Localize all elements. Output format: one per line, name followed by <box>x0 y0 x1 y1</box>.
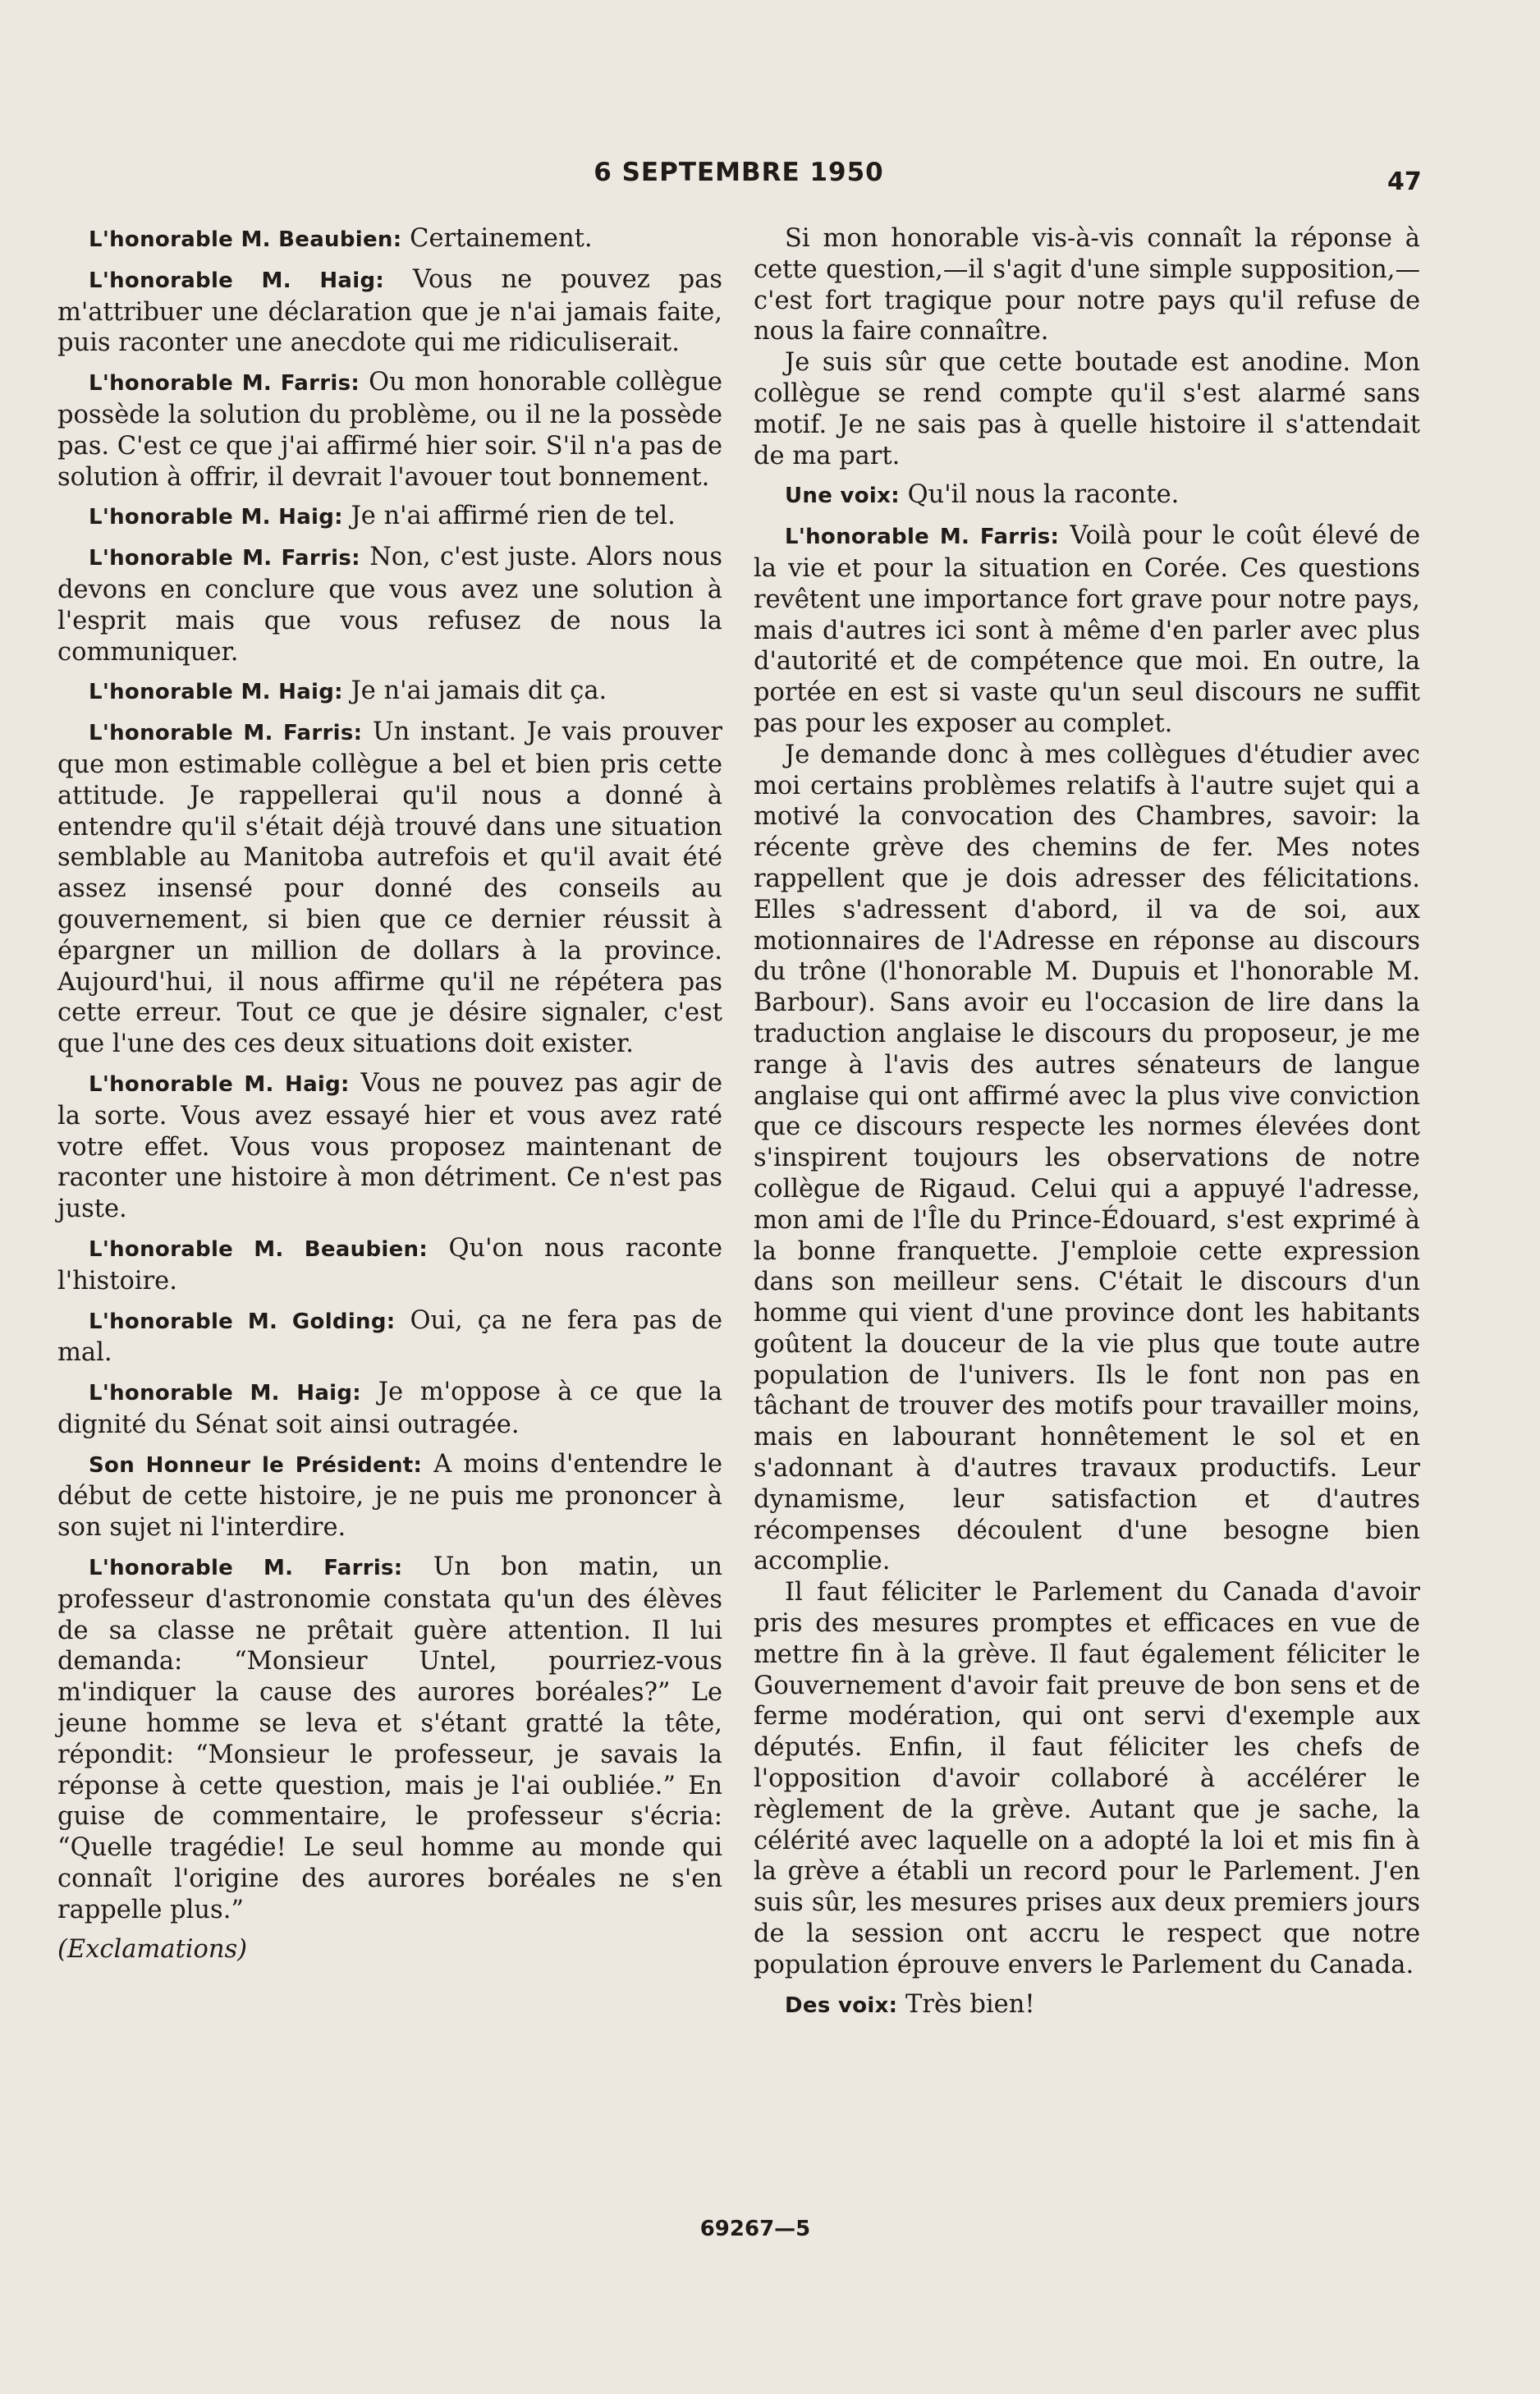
speaker-name: Son Honneur le Président: <box>89 1452 423 1478</box>
speech-text: Je n'ai jamais dit ça. <box>342 676 607 706</box>
speaker-name: L'honorable M. Farris: <box>89 371 360 397</box>
speech-paragraph: Je demande donc à mes collègues d'étudier avec moi certains problèmes relatifs à l'autre sujet qui a motivé la convocation des Chambres, savoir: la récente grève des chemins de fer. Mes notes rappellent que je dois adresser des félicitations. Elles s'adressent d'abord, il va de soi, aux motionnaires de l'Adresse en réponse au discours du trône (l'honorable M. Dupuis et l'honorable M. Barbour). Sans avoir eu l'occasion de lire dans la traduction anglaise le discours du proposeur, je me range à l'avis des autres sénateurs de langue anglaise qui ont affirmé avec la plus vive conviction que ce discours respecte les normes élevées dont s'inspirent toujours les observations de notre collègue de Rigaud. Celui qui a appuyé l'adresse, mon ami de l'Île du Prince-Édouard, s'est exprimé à la bonne franquette. J'emploie cette expression dans son meilleur sens. C'était le discours d'un homme qui vient d'une province dont les habitants goûtent la douceur de la vie plus que toute autre population de l'univers. Ils le font non pas en tâchant de trouver des motifs pour travailler moins, mais en labourant honnêtement le sol et en s'adonnant à d'autres travaux productifs. Leur dynamisme, leur satisfaction et d'autres récompenses découlent d'une besogne bien accomplie. <box>754 740 1420 1576</box>
speech-paragraph <box>57 264 722 359</box>
speaker-name: L'honorable M. Haig: <box>89 1071 350 1097</box>
speech-paragraph: Il faut féliciter le Parlement du Canada d'avoir pris des mesures promptes et efficaces en vue de mettre fin à la grève. Il faut également féliciter le Gouvernement d'avoir fait preuve de bon sens et de ferme modération, qui ont servi d'exemple aux députés. Enfin, il faut féliciter les chefs de l'opposition d'avoir collaboré à accélérer le règlement de la grève. Autant que je sache, la célérité avec laquelle on a adopté la loi et mis fin à la grève a établi un record pour le Parlement. J'en suis sûr, les mesures prises aux deux premiers jours de la session ont accru le respect que notre population éprouve envers le Parlement du Canada. <box>754 1578 1420 1979</box>
speech-paragraph <box>57 676 722 709</box>
speech-text: A moins d'entendre le début de cette histoire, je ne puis me prononcer à son sujet ni l'interdire. <box>57 1449 723 1543</box>
speech-text: Qu'on nous raconte l'histoire. <box>57 1233 722 1296</box>
speech-paragraph <box>754 479 1420 512</box>
speech-text: Je n'ai affirmé rien de tel. <box>342 502 676 531</box>
speaker-name: L'honorable M. Farris: <box>89 721 363 746</box>
speech-text: Un instant. Je vais prouver que mon estimable collègue a bel et bien pris cette attitude. Je rappellerai qu'il nous a donné à entendre qu'il s'était déjà trouvé dans une situation semblable au Manitoba autrefois et qu'il avait été assez insensé pour donné des conseils au gouvernement, si bien que ce dernier réussit à épargner un million de dollars à la province. Aujourd'hui, il nous affirme qu'il ne répétera pas cette erreur. Tout ce que je désire signaler, c'est que l'une des ces deux situations doit exister. <box>57 718 722 1059</box>
speaker-name: L'honorable M. Beaubien: <box>89 227 402 252</box>
speech-text: Voilà pour le coût élevé de la vie et pour la situation en Corée. Ces questions revêtent une importance fort grave pour notre pays, mais d'autres ici sont à même d'en parler avec plus d'autorité et de compétence que moi. En outre, la portée en est si vaste qu'un seul discours ne suffit pas pour les exposer au complet. <box>754 521 1421 738</box>
speaker-name: L'honorable M. Farris: <box>89 1556 403 1581</box>
speech-text: Très bien! <box>897 1989 1035 2019</box>
speech-paragraph <box>57 542 722 667</box>
speech-text: Certainement. <box>401 224 593 253</box>
speech-text: Vous ne pouvez pas m'attribuer une déclaration que je n'ai jamais faite, puis raconter une anecdote qui me ridiculiserait. <box>57 264 722 358</box>
speaker-name: L'honorable M. Beaubien: <box>89 1236 429 1262</box>
speaker-name: Des voix: <box>785 1993 898 2018</box>
speech-text: Oui, ça ne fera pas de mal. <box>57 1305 722 1368</box>
speech-paragraph <box>754 521 1420 740</box>
exclamations-note: (Exclamations) <box>57 1934 248 1964</box>
speaker-name: L'honorable M. Haig: <box>89 268 385 293</box>
speech-paragraph <box>754 1989 1420 2022</box>
speaker-name: L'honorable M. Haig: <box>89 680 343 705</box>
speaker-name: L'honorable M. Farris: <box>785 525 1060 550</box>
speech-text: Je m'oppose à ce que la dignité du Sénat soit ainsi outragée. <box>57 1378 723 1439</box>
speech-paragraph <box>57 1305 722 1369</box>
speech-text: Ou mon honorable collègue possède la solution du problème, ou il ne la possède pas. C'est ce que j'ai affirmé hier soir. S'il n'a pas de solution à offrir, il devrait l'avouer tout bonnement. <box>57 368 722 492</box>
speech-text: Qu'il nous la raconte. <box>899 480 1180 510</box>
speech-paragraph <box>57 501 722 534</box>
speaker-name: L'honorable M. Haig: <box>89 1381 361 1406</box>
speech-paragraph <box>57 717 722 1060</box>
speech-text: Un bon matin, un professeur d'astronomie constata qu'un des élèves de sa classe ne prêtait guère attention. Il lui demanda: “Monsieur Untel, pourriez-vous m'indiquer la cause des aurores boréales?” Le jeune homme se leva et s'étant gratté la tête, répondit: “Monsieur le professeur, je savais la réponse à cette question, mais je l'ai oubliée.” En guise de commentaire, le professeur s'écria: “Quelle tragédie! Le seul homme au monde qui connaît l'origine des aurores boréales ne s'en rappelle plus.” <box>57 1552 722 1924</box>
footer-print-code: 69267—5 <box>699 2217 811 2241</box>
speaker-name: L'honorable M. Haig: <box>89 505 343 530</box>
speaker-name: L'honorable M. Golding: <box>89 1309 396 1334</box>
speech-paragraph <box>57 367 722 493</box>
speech-paragraph <box>57 223 722 256</box>
speech-text: Non, c'est juste. Alors nous devons en conclure que vous avez une solution à l'esprit mais que vous refusez de nous la communiquer. <box>57 543 722 667</box>
speech-paragraph: Si mon honorable vis-à-vis connaît la réponse à cette question,—il s'agit d'une simple supposition,—c'est fort tragique pour notre pays qu'il refuse de nous la faire connaître. <box>754 224 1420 346</box>
left-column <box>57 223 722 1965</box>
speaker-name: Une voix: <box>785 484 900 509</box>
page-number: 47 <box>1387 167 1422 196</box>
speaker-name: L'honorable M. Farris: <box>89 546 360 571</box>
speech-text: Vous ne pouvez pas agir de la sorte. Vous avez essayé hier et vous avez raté votre effet. Vous vous proposez maintenant de raconter une histoire à mon détriment. Ce n'est pas juste. <box>57 1068 723 1224</box>
speech-paragraph <box>57 1552 722 1926</box>
page-header-date: 6 SEPTEMBRE 1950 <box>594 158 884 187</box>
speech-paragraph <box>57 1233 722 1297</box>
speech-paragraph <box>57 1068 722 1225</box>
speech-paragraph: Je suis sûr que cette boutade est anodine. Mon collègue se rend compte qu'il s'est alarmé sans motif. Je ne sais pas à quelle histoire il s'attendait de ma part. <box>754 348 1420 470</box>
right-column <box>754 223 1420 2029</box>
speech-paragraph <box>57 1449 722 1543</box>
speech-paragraph <box>57 1377 722 1441</box>
